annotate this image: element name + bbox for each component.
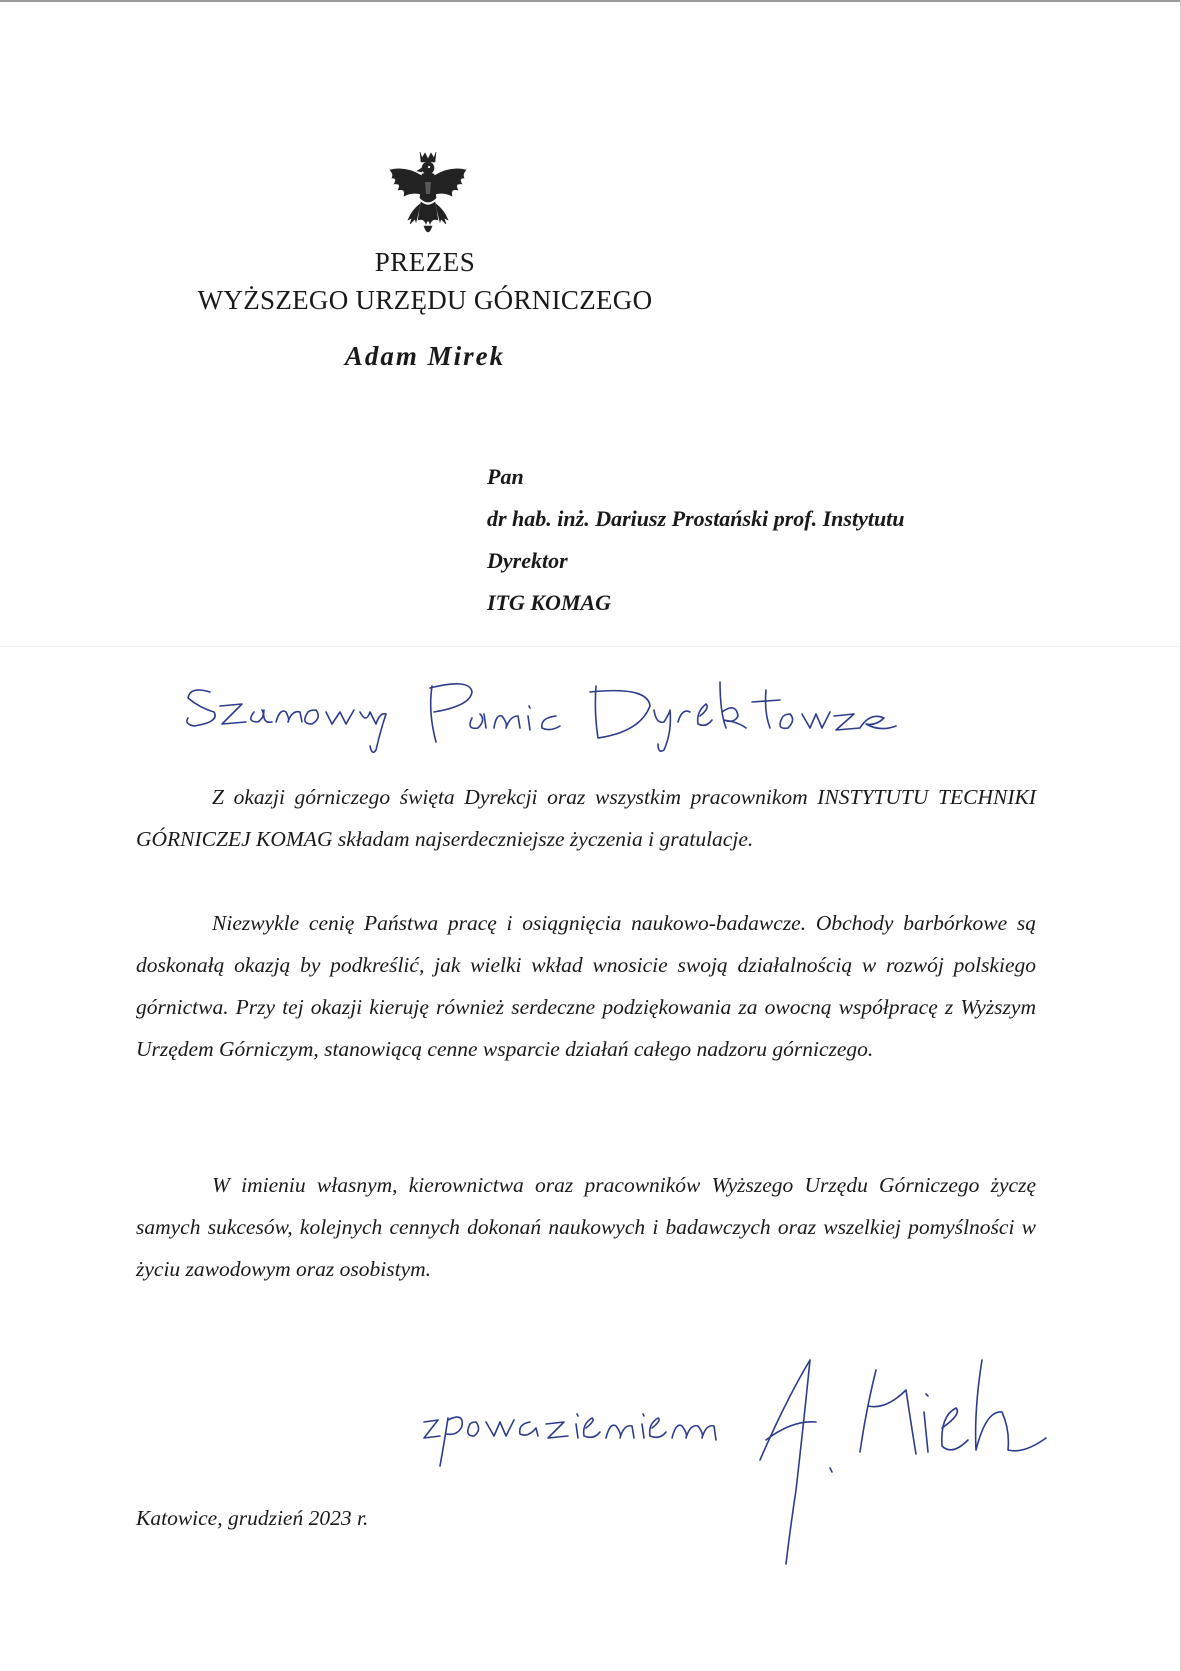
recipient-block [487,463,905,631]
recipient-line4: ITG KOMAG [487,590,612,615]
office-title-line2: WYŻSZEGO URZĘDU GÓRNICZEGO [197,285,653,315]
office-title-line1: PREZES [374,247,476,277]
recipient-line2: dr hab. inż. Dariusz Prostański prof. Instytutu [487,506,905,531]
recipient-line1: Pan [487,464,524,489]
place-and-date: Katowice, grudzień 2023 r. [136,1506,369,1530]
polish-eagle-emblem-icon [384,148,472,240]
body-paragraph-2: Niezwykle cenię Państwa pracę i osiągnięcia naukowo-badawcze. Obchody barbórkowe są doskonałą okazją by podkreślić, jak wielki wkład wnosicie swoją działalnością w rozwój polskiego górnictwa. Przy tej okazji kieruję również serdeczne podziękowania za owocną współpracę z Wyższym Urzędem Górniczym, stanowiącą cenne wsparcie działań całego nadzoru górniczego. [136,911,1036,1061]
body-paragraph-1: Z okazji górniczego święta Dyrekcji oraz wszystkim pracownikom INSTYTUTU TECHNIKI GÓRNICZEJ KOMAG składam najserdeczniejsze życzenia i gratulacje. [136,785,1036,851]
paper-fold-line [0,646,1181,647]
recipient-line3: Dyrektor [487,548,568,573]
signature [756,1350,1096,1570]
page-top-edge [0,0,1181,2]
handwritten-closing [418,1398,738,1470]
handwritten-salutation [180,672,900,768]
author-name: Adam Mirek [344,341,506,371]
body-paragraph-3: W imieniu własnym, kierownictwa oraz pracowników Wyższego Urzędu Górniczego życzę samych sukcesów, kolejnych cennych dokonań naukowych i badawczych oraz wszelkiej pomyślności w życiu zawodowym oraz osobistym. [136,1173,1036,1281]
